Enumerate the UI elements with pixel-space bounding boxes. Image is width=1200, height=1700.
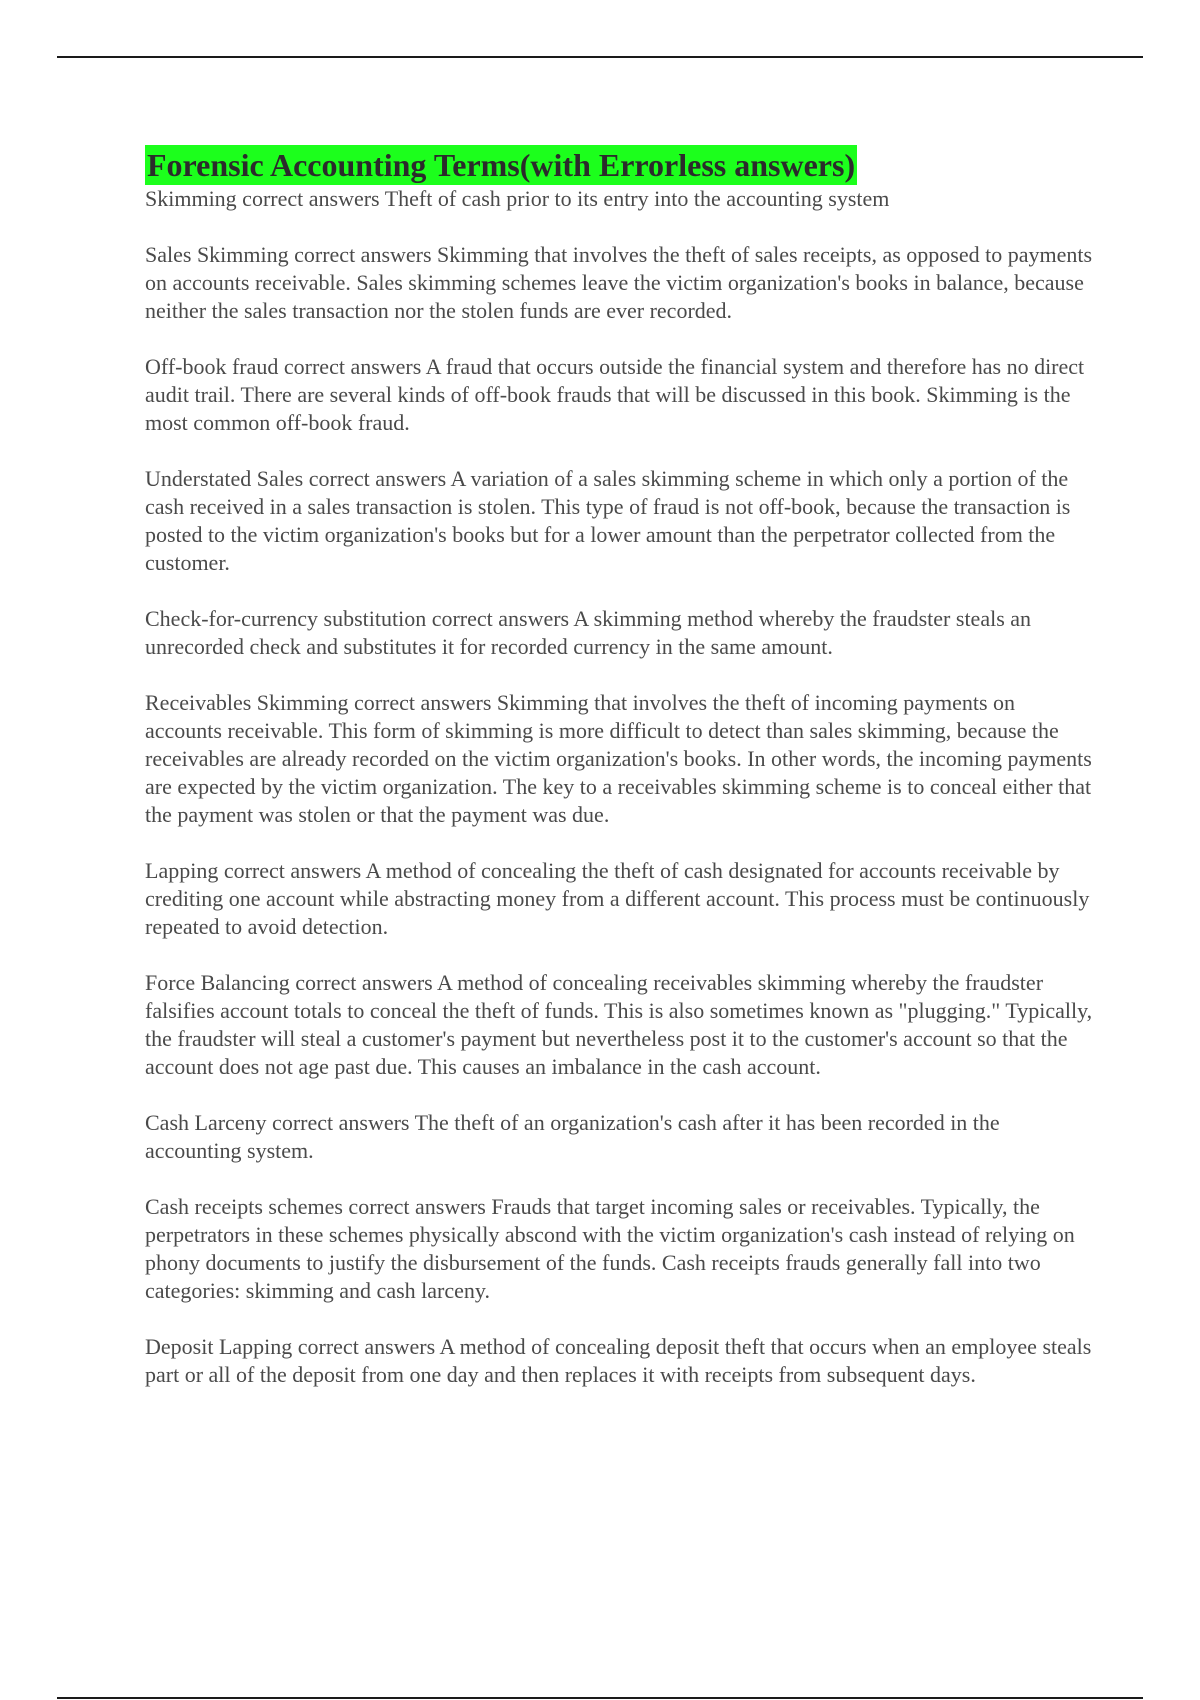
term-entry: Cash receipts schemes correct answers Frauds that target incoming sales or receivables. Typically, the perpetrators in these schemes physically abscond with the victim organization's cash instead of relying on phony documents to justify the disbursement of the funds. Cash receipts frauds generally fall into two categories: skimming and cash larceny. bbox=[145, 1194, 1075, 1303]
term-entry: Check-for-currency substitution correct answers A skimming method whereby the fraudster steals an unrecorded check and substitutes it for recorded currency in the same amount. bbox=[145, 606, 1032, 659]
footer-rule bbox=[57, 1697, 1143, 1699]
term-entry: Lapping correct answers A method of concealing the theft of cash designated for accounts receivable by crediting one account while abstracting money from a different account. This process must be continuously repeated to avoid detection. bbox=[145, 858, 1090, 939]
term-entry: Sales Skimming correct answers Skimming that involves the theft of sales receipts, as opposed to payments on accounts receivable. Sales skimming schemes leave the victim organization's books in balance, because neither the sales transaction nor the stolen funds are ever recorded. bbox=[145, 242, 1093, 323]
header-rule bbox=[57, 56, 1143, 58]
term-entry: Off-book fraud correct answers A fraud that occurs outside the financial system and therefore has no direct audit trail. There are several kinds of off-book frauds that will be discussed in this book. Skimming is the most common off-book fraud. bbox=[145, 354, 1085, 435]
term-entry: Receivables Skimming correct answers Skimming that involves the theft of incoming payments on accounts receivable. This form of skimming is more difficult to detect than sales skimming, because the receivables are already recorded on the victim organization's books. In other words, the incoming payments are expected by the victim organization. The key to a receivables skimming scheme is to conceal either that the payment was stolen or that the payment was due. bbox=[145, 690, 1092, 827]
term-entry: Skimming correct answers Theft of cash prior to its entry into the accounting system bbox=[145, 186, 890, 211]
document-body bbox=[145, 145, 1095, 1417]
term-entry: Force Balancing correct answers A method of concealing receivables skimming whereby the fraudster falsifies account totals to conceal the theft of funds. This is also sometimes known as "plugging." Typically, the fraudster will steal a customer's payment but nevertheless post it to the customer's account so that the account does not age past due. This causes an imbalance in the cash account. bbox=[145, 970, 1093, 1079]
term-list bbox=[145, 185, 1095, 1389]
term-entry: Cash Larceny correct answers The theft of an organization's cash after it has been recorded in the accounting system. bbox=[145, 1110, 1000, 1163]
term-entry: Understated Sales correct answers A variation of a sales skimming scheme in which only a portion of the cash received in a sales transaction is stolen. This type of fraud is not off-book, because the transaction is posted to the victim organization's books but for a lower amount than the perpetrator collected from the customer. bbox=[145, 466, 1071, 575]
term-entry: Deposit Lapping correct answers A method of concealing deposit theft that occurs when an employee steals part or all of the deposit from one day and then replaces it with receipts from subsequent days. bbox=[145, 1334, 1092, 1387]
document-title: Forensic Accounting Terms(with Errorless answers) bbox=[147, 147, 856, 183]
